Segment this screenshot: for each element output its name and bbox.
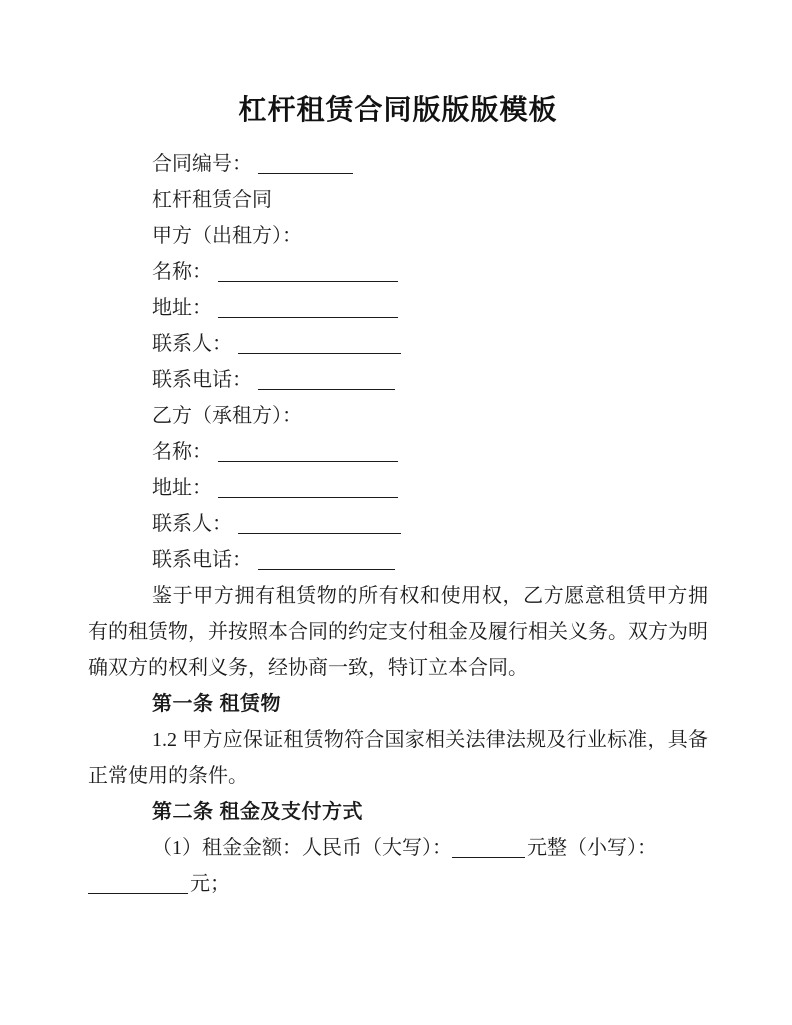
- rent-amount-capital-blank-field: [452, 838, 525, 858]
- article-1-heading: 第一条 租赁物: [152, 693, 282, 715]
- party-a-address-label: 地址：: [152, 297, 212, 319]
- article-1-clause: 1.2 甲方应保证租赁物符合国家相关法律法规及行业标准，具备正常使用的条件。: [88, 729, 708, 787]
- document-content: [88, 90, 708, 902]
- rent-amount-numeric-blank-field: [88, 874, 188, 894]
- contract-number-row: [88, 146, 708, 182]
- party-b-name-blank-field: [218, 442, 398, 462]
- party-b-contact-blank-field: [238, 514, 401, 534]
- party-a-address-blank-field: [218, 298, 398, 318]
- document-title: 杠杆租赁合同版版版模板: [238, 95, 558, 126]
- rent-amount-prefix: （1）租金金额：人民币（大写）：: [152, 837, 452, 859]
- party-a-name-blank-field: [218, 262, 398, 282]
- party-b-address-label: 地址：: [152, 477, 212, 499]
- party-a-field-row: [88, 326, 708, 362]
- party-b-field-row: [88, 506, 708, 542]
- party-a-contact-label: 联系人：: [152, 333, 232, 355]
- rent-amount-line-2: [88, 866, 708, 902]
- party-a-field-row: [88, 362, 708, 398]
- party-a-phone-blank-field: [258, 370, 395, 390]
- party-b-phone-blank-field: [258, 550, 395, 570]
- party-b-field-row: [88, 470, 708, 506]
- party-a-heading: 甲方（出租方）：: [152, 225, 302, 247]
- rent-amount-line: [88, 830, 708, 866]
- party-b-name-label: 名称：: [152, 441, 212, 463]
- article-2-heading: 第二条 租金及支付方式: [152, 801, 364, 823]
- preamble-paragraph: 鉴于甲方拥有租赁物的所有权和使用权，乙方愿意租赁甲方拥有的租赁物，并按照本合同的约定支付租金及履行相关义务。双方为明确双方的权利义务，经协商一致，特订立本合同。: [88, 585, 708, 679]
- party-a-contact-blank-field: [238, 334, 401, 354]
- rent-amount-mid: 元整（小写）：: [527, 837, 657, 859]
- contract-number-blank-field: [258, 154, 353, 174]
- party-a-phone-label: 联系电话：: [152, 369, 252, 391]
- party-b-heading: 乙方（承租方）：: [152, 405, 302, 427]
- contract-number-label: 合同编号：: [152, 153, 252, 175]
- party-a-name-label: 名称：: [152, 261, 212, 283]
- party-a-field-row: [88, 254, 708, 290]
- rent-amount-suffix: 元；: [190, 873, 230, 895]
- document-body: [88, 146, 708, 902]
- party-b-phone-label: 联系电话：: [152, 549, 252, 571]
- party-b-field-row: [88, 542, 708, 578]
- party-b-contact-label: 联系人：: [152, 513, 232, 535]
- party-a-field-row: [88, 290, 708, 326]
- document-subtitle: 杠杆租赁合同: [152, 189, 272, 211]
- party-b-field-row: [88, 434, 708, 470]
- party-b-address-blank-field: [218, 478, 398, 498]
